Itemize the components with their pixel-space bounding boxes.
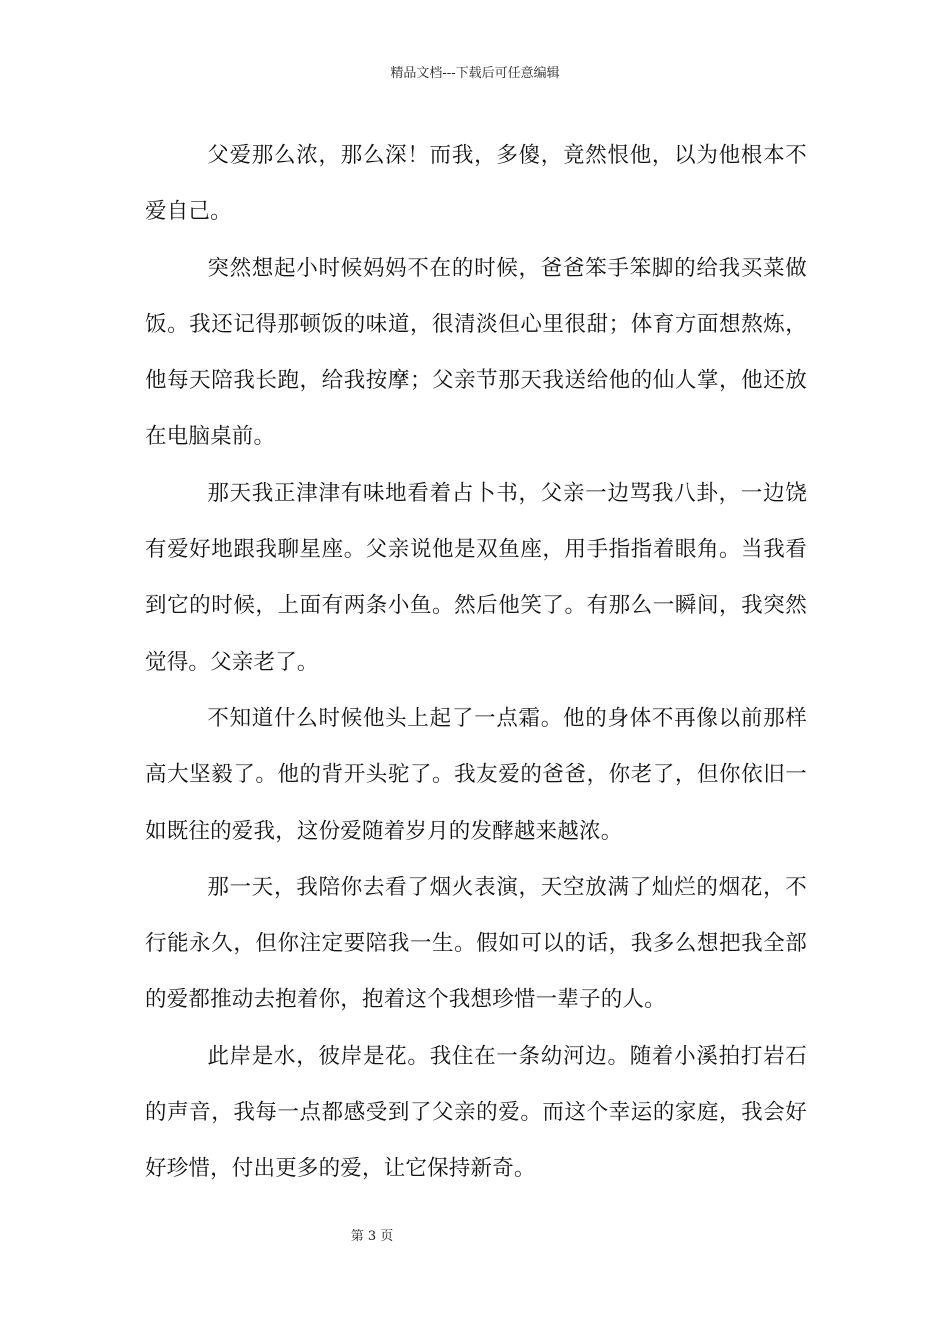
paragraph: 那一天，我陪你去看了烟火表演，天空放满了灿烂的烟花，不行能永久，但你注定要陪我一生。假如可以的话，我多么想把我全部的爱都推动去抱着你，抱着这个我想珍惜一辈子的人。 bbox=[145, 874, 807, 1013]
paragraph: 突然想起小时候妈妈不在的时候，爸爸笨手笨脚的给我买菜做饭。我还记得那顿饭的味道，很清淡但心里很甜；体育方面想熬炼，他每天陪我长跑，给我按摩；父亲节那天我送给他的仙人掌，他还放在电脑桌前。 bbox=[145, 255, 807, 450]
paragraph: 那天我正津津有味地看着占卜书，父亲一边骂我八卦，一边饶有爱好地跟我聊星座。父亲说他是双鱼座，用手指指着眼角。当我看到它的时候，上面有两条小鱼。然后他笑了。有那么一瞬间，我突然觉得。父亲老了。 bbox=[145, 480, 807, 675]
page-number: 第 3 页 bbox=[350, 1229, 394, 1244]
paragraph: 不知道什么时候他头上起了一点霜。他的身体不再像以前那样高大坚毅了。他的背开头驼了。我友爱的爸爸，你老了，但你依旧一如既往的爱我，这份爱随着岁月的发酵越来越浓。 bbox=[145, 705, 807, 844]
page-header: 精品文档---下载后可任意编辑 bbox=[390, 66, 560, 81]
document-body bbox=[145, 128, 807, 1198]
paragraph: 父爱那么浓，那么深！而我，多傻，竟然恨他，以为他根本不爱自己。 bbox=[145, 143, 807, 225]
paragraph: 此岸是水，彼岸是花。我住在一条幼河边。随着小溪拍打岩石的声音，我每一点都感受到了父亲的爱。而这个幸运的家庭，我会好好珍惜，付出更多的爱，让它保持新奇。 bbox=[145, 1043, 807, 1182]
